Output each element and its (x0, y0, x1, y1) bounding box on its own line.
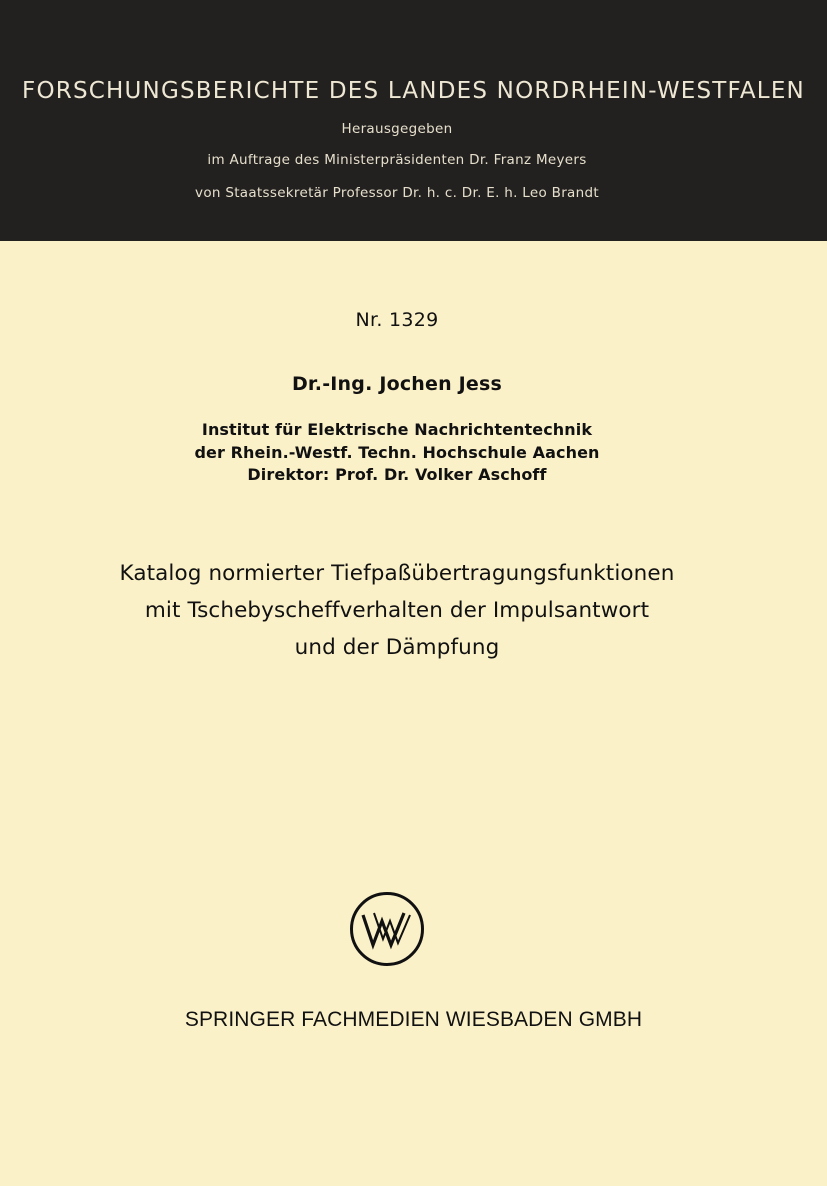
publisher-logo-icon (349, 891, 425, 967)
institute-director: Direktor: Prof. Dr. Volker Aschoff (247, 465, 547, 484)
author-name: Dr.-Ing. Jochen Jess (291, 373, 503, 395)
header-band (0, 0, 827, 241)
header-line-published: Herausgegeben (341, 121, 453, 137)
book-title-line-1: Katalog normierter Tiefpaßübertragungsfunktionen (119, 561, 675, 586)
institute-line-1: Institut für Elektrische Nachrichtentechnik (201, 420, 593, 439)
series-title: FORSCHUNGSBERICHTE DES LANDES NORDRHEIN-WESTFALEN (22, 78, 805, 104)
header-line-secretary: von Staatssekretär Professor Dr. h. c. Dr. E. h. Leo Brandt (195, 185, 599, 201)
book-title-line-2: mit Tschebyscheffverhalten der Impulsantwort (144, 598, 650, 623)
publisher-name: SPRINGER FACHMEDIEN WIESBADEN GMBH (184, 1008, 643, 1031)
report-number: Nr. 1329 (355, 309, 439, 331)
header-line-commission: im Auftrage des Ministerpräsidenten Dr. Franz Meyers (207, 152, 587, 168)
book-title-line-3: und der Dämpfung (294, 635, 500, 660)
institute-line-2: der Rhein.-Westf. Techn. Hochschule Aachen (194, 443, 600, 462)
